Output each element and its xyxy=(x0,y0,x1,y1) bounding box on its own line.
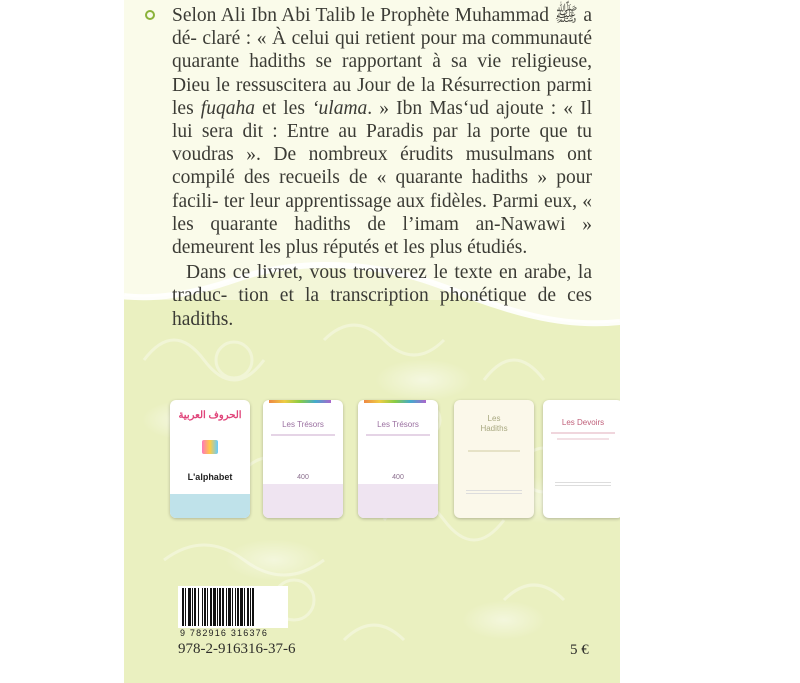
text-line: hadiths de l’imam an-Nawawi » demeurent les plus réputés xyxy=(172,213,592,259)
green-ring-bullet-icon xyxy=(145,10,155,20)
cover-title: Les Trésors xyxy=(282,420,324,429)
barcode-bar xyxy=(185,588,186,626)
cover-title: Les Devoirs xyxy=(561,418,605,427)
related-books-strip xyxy=(170,400,620,522)
barcode-bar xyxy=(244,588,245,626)
cover-title: Les xyxy=(487,414,501,423)
italic-term: fuqaha xyxy=(200,97,255,119)
barcode-bar xyxy=(202,588,203,626)
barcode-bar xyxy=(237,588,239,626)
cover-subtitle-line xyxy=(366,434,430,436)
barcode-bar xyxy=(252,588,254,626)
cover-tint xyxy=(358,484,438,518)
barcode-bar xyxy=(247,588,249,626)
paragraph-2 xyxy=(172,261,592,331)
book-cover-tresors-2 xyxy=(358,400,438,518)
barcode-bar xyxy=(226,588,227,626)
cover-subtitle-line xyxy=(468,450,520,452)
barcode xyxy=(178,586,288,628)
letters-icon xyxy=(202,440,218,454)
barcode-bar xyxy=(188,588,191,626)
cover-number: 400 xyxy=(297,474,309,481)
italic-term: ‘ulama xyxy=(312,97,368,119)
text-line: ont compilé des recueils de « quarante hadiths » pour facili- xyxy=(172,144,592,212)
barcode-bar xyxy=(235,588,236,626)
text-line: et les plus étudiés. xyxy=(384,237,528,259)
price: 5 € xyxy=(570,642,589,658)
text-line: Dans ce livret, vous trouverez le texte en arabe, la traduc- xyxy=(172,262,592,307)
barcode-bar xyxy=(210,588,212,626)
barcode-bar xyxy=(204,588,206,626)
book-cover-alphabet xyxy=(170,400,250,518)
barcode-bar xyxy=(219,588,221,626)
cover-title-2: Hadiths xyxy=(480,424,508,433)
barcode-bar xyxy=(194,588,196,626)
barcode-bar xyxy=(207,588,208,626)
barcode-bar xyxy=(228,588,231,626)
back-cover xyxy=(124,0,620,683)
barcode-bar xyxy=(250,588,251,626)
text-line: ter leur apprentissage aux fidèles. Parmi eux, « les quarante xyxy=(172,190,592,235)
text-line: au Jour de la Résurrection parmi les xyxy=(172,74,592,119)
text-line: porte que tu voudras ». De nombreux érudits musulmans xyxy=(172,121,593,166)
cover-subtitle-line xyxy=(551,432,615,434)
barcode-bar xyxy=(222,588,224,626)
description-text xyxy=(172,4,592,331)
text-line: . » xyxy=(367,97,390,119)
cover-small-text xyxy=(555,482,611,488)
barcode-bar xyxy=(198,588,199,626)
barcode-bar xyxy=(182,588,184,626)
text-line: claré : « À celui qui retient pour ma communauté quarante xyxy=(172,28,593,73)
barcode-bar xyxy=(213,588,216,626)
cover-subtitle-line xyxy=(271,434,335,436)
book-cover-devoirs xyxy=(543,400,620,518)
book-cover-tresors-1 xyxy=(263,400,343,518)
barcode-bar xyxy=(240,588,243,626)
cover-tint xyxy=(263,484,343,518)
text-line: hadiths se rapportant à sa vie religieuse, Dieu le ressuscitera xyxy=(172,51,592,96)
text-line: Selon Ali Ibn Abi Talib le Prophète Muhammad ﷺ a dé- xyxy=(172,5,592,50)
text-line: Ibn Mas‘ud ajoute : « Il lui sera dit : Entre au Paradis par la xyxy=(172,97,593,143)
barcode-digits: 9 782916 316376 xyxy=(180,628,269,638)
cover-small-text xyxy=(466,490,522,496)
cover-number: 400 xyxy=(392,474,404,481)
barcode-bar xyxy=(217,588,218,626)
cover-subtitle-line xyxy=(557,438,609,440)
book-cover-hadiths xyxy=(454,400,534,518)
isbn-number: 978-2-916316-37-6 xyxy=(178,641,296,657)
barcode-bar xyxy=(192,588,193,626)
text-line: tion et la transcription phonétique de ces hadiths. xyxy=(172,285,593,330)
cover-title: Les Trésors xyxy=(377,420,419,429)
cover-ribbon xyxy=(269,400,331,403)
cover-arabic-title: الحروف العربية xyxy=(178,410,242,421)
barcode-bar xyxy=(232,588,233,626)
paragraph-1 xyxy=(172,4,592,259)
cover-ribbon xyxy=(364,400,426,403)
text-line: et les xyxy=(254,97,313,119)
cover-title: L'alphabet xyxy=(187,472,233,482)
